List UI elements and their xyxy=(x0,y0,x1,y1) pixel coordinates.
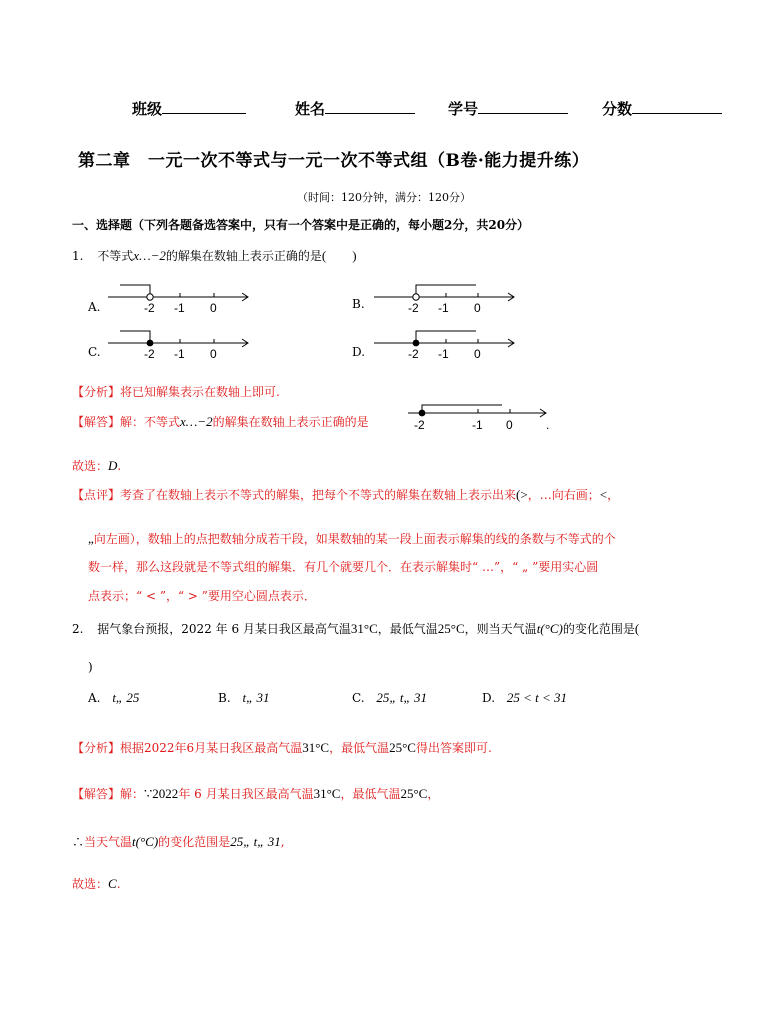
student-id-field xyxy=(448,98,568,119)
conclusion-end: , xyxy=(280,835,285,849)
question-2 xyxy=(72,620,639,637)
page-title: 第二章 一元一次不等式与一元一次不等式组（B卷·能力提升练） xyxy=(78,151,590,171)
tick-label: -1 xyxy=(174,301,185,315)
class-label: 班级 xyxy=(132,100,163,118)
solution-end: . xyxy=(546,418,550,432)
tick-label: -2 xyxy=(414,418,425,432)
choose-value: D xyxy=(108,458,118,473)
q1-comment-line-2 xyxy=(88,530,616,547)
q2-choice xyxy=(72,875,121,892)
option-expr: 25„ t„ 31 xyxy=(376,690,427,705)
low-temp: 25°C xyxy=(389,740,416,755)
question-text: 的变化范围是 xyxy=(562,622,635,636)
analysis-text: 得出答案即可. xyxy=(415,741,492,755)
name-field xyxy=(295,98,415,119)
analysis-tag: 【分析】 xyxy=(72,741,121,755)
answer-paren-open: ( xyxy=(634,621,640,636)
section-heading: 一、选择题（下列各题备选答案中，只有一个答案中是正确的，每小题2分，共20分） xyxy=(72,218,530,232)
option-d-label: D. xyxy=(352,345,366,359)
temp-variable: t(°C) xyxy=(536,621,563,636)
option-d-number-line xyxy=(372,326,520,364)
comment-symbol: < xyxy=(599,487,608,502)
q1-comment-line-1 xyxy=(72,486,619,503)
solution-tag: 【解答】 xyxy=(72,415,121,429)
analysis-text: 根据2022年6月某日我区最高气温 xyxy=(120,741,303,755)
comment-text: 向左画），数轴上的点把数轴分成若干段，如果数轴的某一段上面表示解集的线的条数与不等式的个 xyxy=(93,532,616,546)
q2-conclusion xyxy=(72,833,285,850)
student-id-blank xyxy=(478,99,568,114)
choose-value: C xyxy=(108,876,117,891)
analysis-tag: 【分析】 xyxy=(72,385,121,399)
q1-comment-line-4: 点表示；“ < ”，“ > ”要用空心圆点表示． xyxy=(88,589,316,603)
comment-symbol: „ xyxy=(88,531,94,546)
tick-label: -1 xyxy=(438,301,449,315)
option-expr: 25 < t < 31 xyxy=(506,690,568,705)
high-temp: 31°C xyxy=(302,740,330,755)
conclusion-text: 当天气温 xyxy=(84,835,133,849)
tick-label: -1 xyxy=(174,347,185,361)
tick-label: 0 xyxy=(506,418,513,432)
option-label: B. xyxy=(218,691,231,705)
q2-option-c xyxy=(352,690,427,706)
option-label: C. xyxy=(352,691,365,705)
open-circle xyxy=(147,294,153,300)
q1-solution xyxy=(72,413,369,430)
question-number: 1. xyxy=(72,249,84,263)
temp-variable: t(°C) xyxy=(132,834,159,849)
inequality-expr: x…−2 xyxy=(180,414,213,429)
q2-option-a xyxy=(88,690,139,706)
conclusion-text: 的变化范围是 xyxy=(158,835,231,849)
comment-text: ，…向右画； xyxy=(527,488,600,502)
question-text: 不等式 xyxy=(97,249,134,263)
option-label: D. xyxy=(482,691,496,705)
tick-label: -2 xyxy=(408,301,419,315)
option-label: A. xyxy=(88,691,101,705)
q2-option-b xyxy=(218,690,270,706)
because-symbol: ∵2022 xyxy=(144,786,179,801)
solution-number-line xyxy=(406,403,554,433)
question-text: ，最低气温 xyxy=(377,622,438,636)
analysis-text: ，最低气温 xyxy=(329,741,390,755)
q2-analysis xyxy=(72,739,492,756)
tick-label: -2 xyxy=(144,301,155,315)
class-blank xyxy=(162,99,246,114)
question-number: 2. xyxy=(72,622,84,636)
option-a-label: A. xyxy=(88,300,101,314)
choose-label: 故选： xyxy=(72,877,109,891)
choose-end: . xyxy=(116,877,121,891)
solution-text: 解：不等式 xyxy=(120,415,181,429)
tick-label: 0 xyxy=(474,301,481,315)
solution-text: 解： xyxy=(120,787,145,801)
tick-label: -2 xyxy=(144,347,155,361)
open-circle xyxy=(413,294,419,300)
score-label: 分数 xyxy=(602,100,633,118)
low-temp: 25°C xyxy=(400,786,428,801)
comment-text: ， xyxy=(607,488,620,502)
low-temp: 25°C xyxy=(437,621,465,636)
option-expr: t„ 31 xyxy=(242,690,270,705)
answer-paren-close: ) xyxy=(88,660,93,674)
answer-paren: ( ) xyxy=(321,248,357,263)
high-temp: 31°C xyxy=(313,786,341,801)
solid-circle xyxy=(147,340,154,347)
solution-text: 年 6 月某日我区最高气温 xyxy=(178,787,314,801)
score-blank xyxy=(632,99,722,114)
time-note: （时间：120分钟，满分：120分） xyxy=(297,191,471,204)
therefore-symbol: ∴ xyxy=(72,835,85,849)
q1-comment-line-3: 数一样，那么这段就是不等式组的解集．有几个就要几个．在表示解集时“ …”，“ „ ”要用实心圆 xyxy=(88,560,599,574)
name-blank xyxy=(325,99,415,114)
inequality-expr: x…−2 xyxy=(133,248,166,263)
option-expr: t„ 25 xyxy=(112,690,140,705)
option-c-number-line xyxy=(106,326,256,364)
question-1 xyxy=(72,245,357,264)
solution-text: ，最低气温 xyxy=(340,787,401,801)
choose-label: 故选： xyxy=(72,459,109,473)
solution-text: ， xyxy=(427,787,440,801)
high-temp: 31°C xyxy=(350,621,378,636)
solution-tag: 【解答】 xyxy=(72,787,121,801)
q1-choice xyxy=(72,457,121,474)
question-text: 的解集在数轴上表示正确的是 xyxy=(165,249,322,263)
tick-label: 0 xyxy=(210,347,217,361)
range-expr: 25„ t„ 31 xyxy=(230,834,281,849)
option-b-number-line xyxy=(372,280,520,318)
question-text: 据气象台预报，2022 年 6 月某日我区最高气温 xyxy=(97,622,351,636)
option-b-label: B. xyxy=(352,297,365,311)
comment-tag: 【点评】 xyxy=(72,488,121,502)
q2-option-d xyxy=(482,690,567,706)
solid-circle xyxy=(413,340,420,347)
comment-symbol: (> xyxy=(516,487,528,502)
tick-label: -1 xyxy=(438,347,449,361)
option-a-number-line xyxy=(106,280,256,318)
option-c-label: C. xyxy=(88,345,101,359)
q1-analysis xyxy=(72,383,280,400)
analysis-text: 将已知解集表示在数轴上即可. xyxy=(120,385,280,399)
score-field xyxy=(602,98,722,119)
name-label: 姓名 xyxy=(295,100,326,118)
choose-end: . xyxy=(117,459,122,473)
solid-circle xyxy=(419,410,426,417)
tick-label: -1 xyxy=(472,418,483,432)
comment-text: 考查了在数轴上表示不等式的解集，把每个不等式的解集在数轴上表示出来 xyxy=(120,488,517,502)
question-text: ，则当天气温 xyxy=(464,622,537,636)
tick-label: -2 xyxy=(408,347,419,361)
solution-text: 的解集在数轴上表示正确的是 xyxy=(212,415,369,429)
student-id-label: 学号 xyxy=(448,100,479,118)
tick-label: 0 xyxy=(474,347,481,361)
tick-label: 0 xyxy=(210,301,217,315)
q2-solution xyxy=(72,785,439,802)
class-field xyxy=(132,98,246,119)
